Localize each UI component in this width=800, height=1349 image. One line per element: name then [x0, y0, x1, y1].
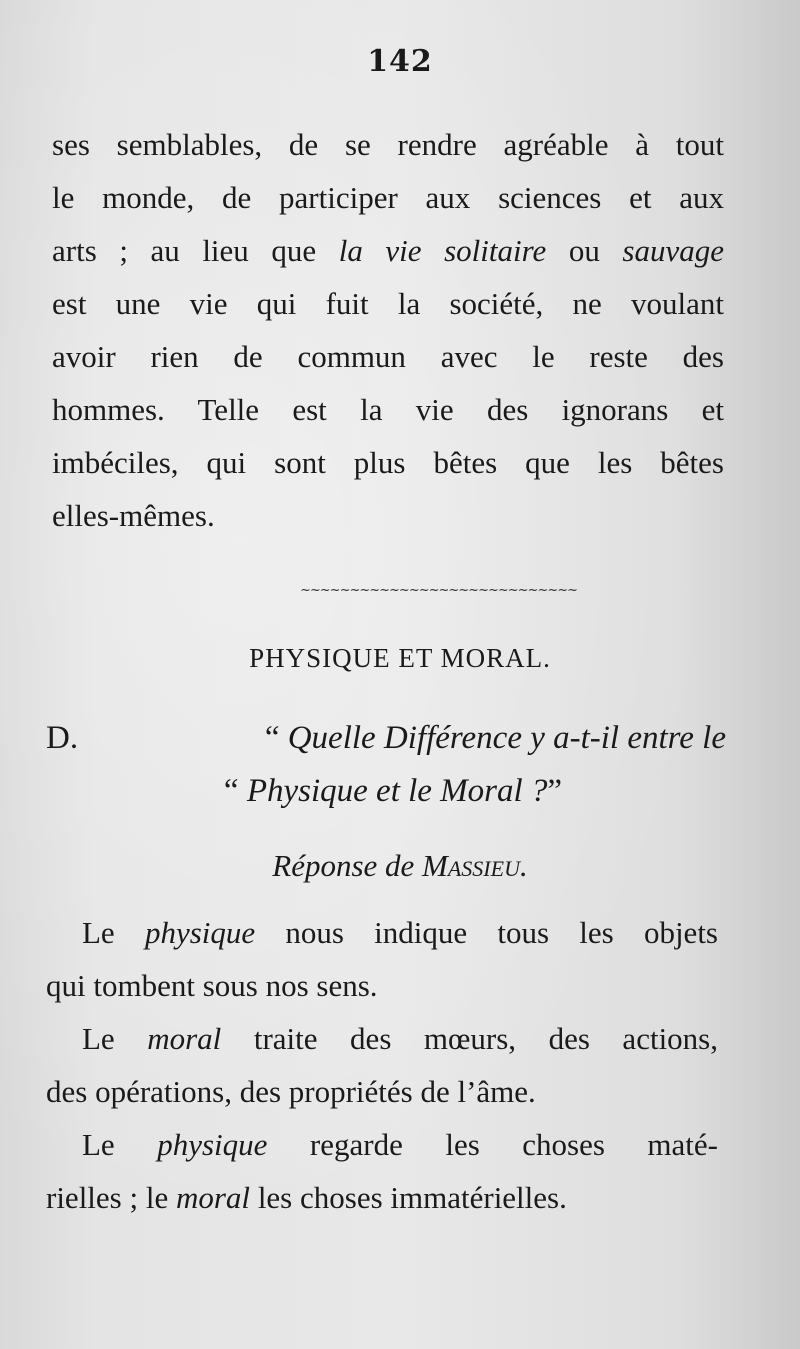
- text-run: regarde les choses maté-: [267, 1127, 718, 1162]
- italic-word: physique: [157, 1127, 268, 1162]
- italic-word: physique: [144, 915, 256, 950]
- text-line: [46, 906, 718, 959]
- text-run: Le: [82, 1127, 158, 1162]
- answer-moral: [46, 1012, 718, 1118]
- italic-word: moral: [147, 1021, 222, 1056]
- close-quote: ”: [547, 773, 563, 809]
- open-quote: “: [223, 773, 239, 809]
- italic-word: sauvage: [622, 233, 724, 268]
- response-heading: [0, 848, 800, 884]
- open-quote: “: [264, 720, 280, 756]
- text-line: est une vie qui fuit la société, ne voulant: [52, 286, 724, 321]
- question-italic: Quelle Différence y a-t-il entre le: [287, 720, 726, 756]
- text-line: elles-mêmes.: [52, 498, 215, 533]
- question-line: [46, 765, 726, 818]
- answer-physique: [46, 906, 718, 1012]
- response-suffix: .: [519, 848, 528, 883]
- text-line: imbéciles, qui sont plus bêtes que les bêtes: [52, 445, 724, 480]
- text-line: le monde, de participer aux sciences et aux: [52, 180, 724, 215]
- text-run: les choses immatérielles.: [250, 1180, 567, 1215]
- response-author: Massieu: [422, 848, 520, 883]
- decorative-rule: ~~~~~~~~~~~~~~~~~~~~~~~~~~~~: [300, 583, 577, 598]
- text-run: ou: [546, 233, 623, 268]
- text-run: Le: [82, 915, 145, 950]
- italic-phrase: la vie solitaire: [338, 233, 547, 268]
- text-line: hommes. Telle est la vie des ignorans et: [52, 392, 724, 427]
- text-run: rielles ; le: [46, 1180, 176, 1215]
- text-run: traite des mœurs, des actions,: [221, 1021, 718, 1056]
- text-run: nous indique tous les objets: [255, 915, 718, 950]
- text-line: des opérations, des propriétés de l’âme.: [46, 1074, 536, 1109]
- question: [46, 712, 726, 818]
- text-run: arts ; au lieu que: [52, 233, 339, 268]
- answer-comparison: [46, 1118, 718, 1224]
- text-run: Le: [82, 1021, 148, 1056]
- question-label: D.: [46, 720, 79, 756]
- paragraph-sociability: [52, 118, 724, 542]
- text-line: avoir rien de commun avec le reste des: [52, 339, 724, 374]
- text-line: qui tombent sous nos sens.: [46, 968, 378, 1003]
- question-italic: Physique et le Moral ?: [246, 773, 548, 809]
- text-line: ses semblables, de se rendre agréable à tout: [52, 127, 724, 162]
- question-text: [265, 712, 726, 765]
- text-line: [46, 1118, 718, 1171]
- text-line: [52, 224, 724, 277]
- text-line: [46, 1171, 718, 1224]
- text-line: [46, 1012, 718, 1065]
- section-heading: PHYSIQUE ET MORAL.: [249, 643, 551, 673]
- response-prefix: Réponse de: [272, 848, 423, 883]
- page-number: 142: [367, 44, 433, 79]
- italic-word: moral: [175, 1180, 251, 1215]
- question-line: [46, 712, 726, 765]
